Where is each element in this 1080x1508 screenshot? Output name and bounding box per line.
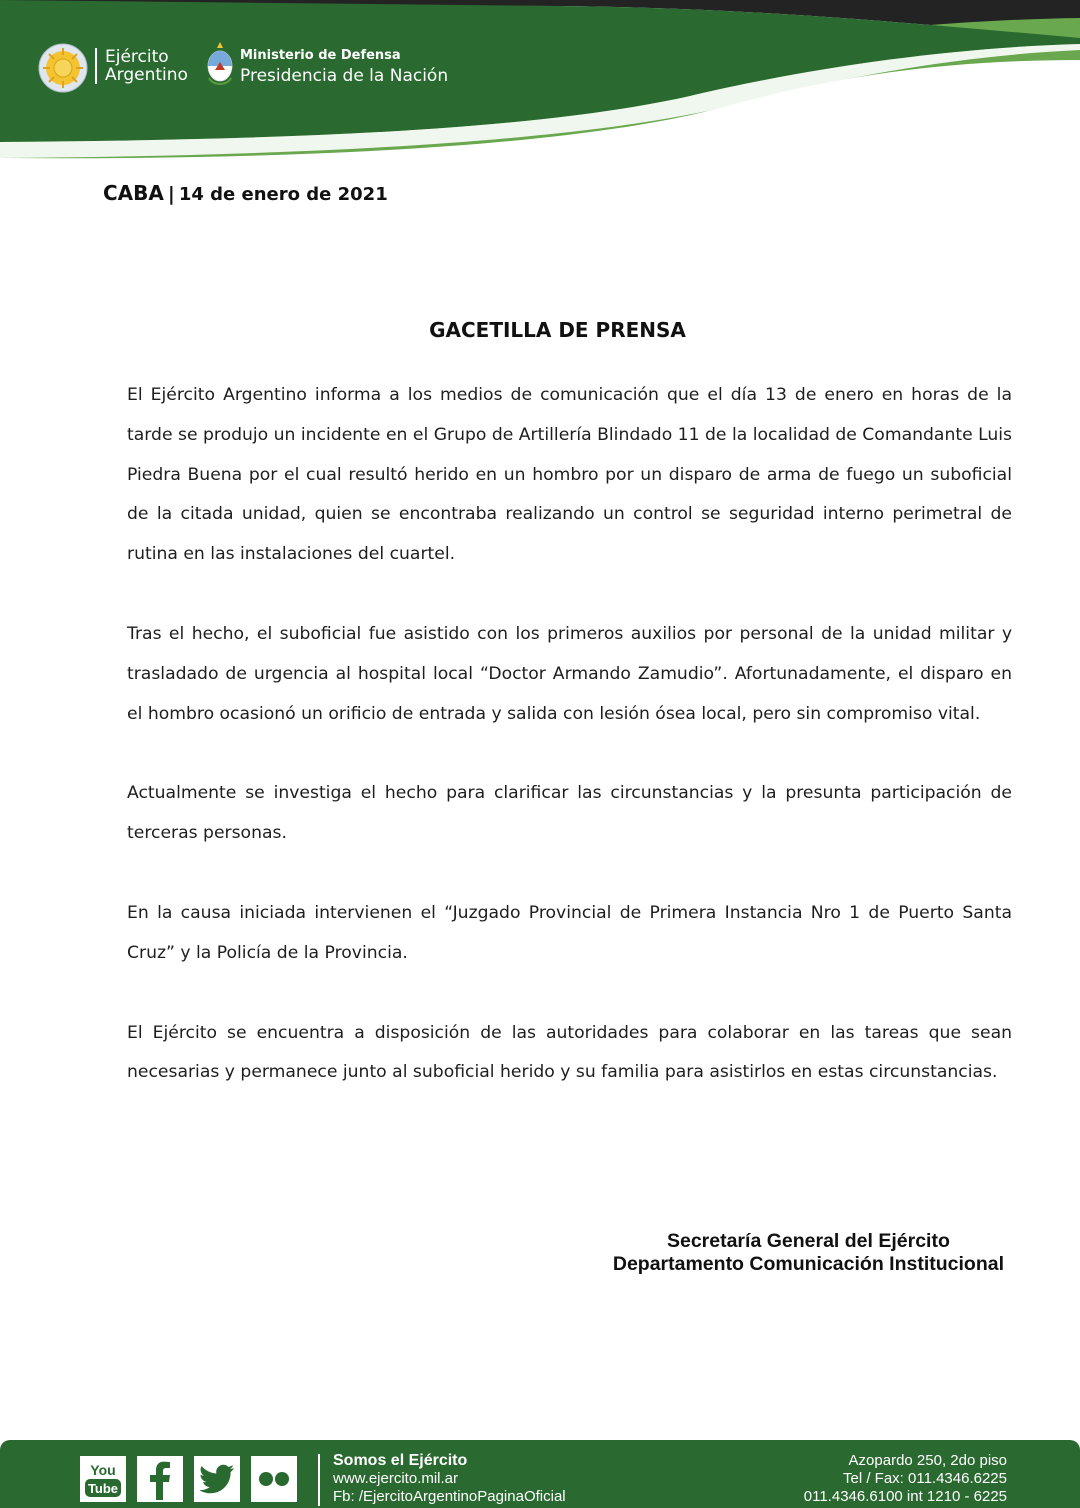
youtube-link[interactable] [80, 1456, 126, 1502]
footer-telfax: Tel / Fax: 011.4346.6225 [842, 1470, 1007, 1487]
dateline-date: 14 de enero de 2021 [178, 184, 388, 205]
footer-tagline: Somos el Ejército [333, 1452, 468, 1469]
national-shield-icon [205, 40, 235, 90]
document-body [127, 376, 1012, 1133]
presidency-name: Presidencia de la Nación [240, 66, 449, 86]
paragraph: Tras el hecho, el suboficial fue asistido con los primeros auxilios por personal de la unidad militar y trasladado de urgencia al hospital local “Doctor Armando Zamudio”. Afortunadamente, el disparo en el hombro ocasionó un orificio de entrada y salida con lesión ósea local, pero sin compromiso vital. [127, 623, 1012, 724]
footer-contact-address [804, 1452, 1007, 1506]
paragraph: El Ejército se encuentra a disposición de las autoridades para colaborar en las tareas que sean necesarias y permanece junto al suboficial herido y su familia para asistirlos en estas circunstancias. [127, 1022, 1012, 1083]
army-emblem-icon [38, 43, 88, 93]
twitter-icon [194, 1456, 240, 1502]
footer-website[interactable]: www.ejercito.mil.ar [333, 1470, 459, 1487]
page-header [0, 0, 1080, 165]
signature-line2: Departamento Comunicación Institucional [612, 1253, 1004, 1275]
signature-block [613, 1230, 1004, 1276]
document-title: GACETILLA DE PRENSA [429, 318, 686, 342]
footer-contact-web [333, 1452, 566, 1506]
flickr-link[interactable] [251, 1456, 297, 1502]
youtube-you-text: You [90, 1462, 116, 1478]
dateline-separator: | [167, 183, 175, 205]
facebook-link[interactable] [137, 1456, 183, 1502]
youtube-icon [80, 1456, 126, 1502]
facebook-icon [137, 1456, 183, 1502]
footer-divider [318, 1454, 320, 1506]
dateline [103, 181, 388, 205]
ministry-wordmark [240, 48, 448, 87]
footer-phone: 011.4346.6100 int 1210 - 6225 [803, 1488, 1007, 1505]
dateline-city: CABA [103, 181, 164, 205]
paragraph: Actualmente se investiga el hecho para clarificar las circunstancias y la presunta participación de terceras personas. [127, 783, 1012, 844]
ministry-name: Ministerio de Defensa [240, 48, 401, 63]
paragraph: En la causa iniciada intervienen el “Juzgado Provincial de Primera Instancia Nro 1 de Puerto Santa Cruz” y la Policía de la Provincia. [127, 902, 1012, 963]
army-wordmark-line2: Argentino [105, 65, 188, 85]
footer-address: Azopardo 250, 2do piso [848, 1452, 1007, 1469]
twitter-link[interactable] [194, 1456, 240, 1502]
signature-line1: Secretaría General del Ejército [666, 1230, 950, 1252]
army-wordmark [95, 48, 188, 84]
flickr-icon [251, 1456, 297, 1502]
youtube-tube-text: Tube [87, 1481, 119, 1496]
footer-facebook[interactable]: Fb: /EjercitoArgentinoPaginaOficial [333, 1488, 566, 1505]
army-wordmark-line1: Ejército [105, 47, 169, 67]
paragraph: El Ejército Argentino informa a los medios de comunicación que el día 13 de enero en horas de la tarde se produjo un incidente en el Grupo de Artillería Blindado 11 de la localidad de Comandante Luis Piedra Buena por el cual resultó herido en un hombro por un disparo de arma de fuego un suboficial de la citada unidad, quien se encontraba realizando un control se seguridad interno perimetral de rutina en las instalaciones del cuartel. [127, 385, 1013, 565]
